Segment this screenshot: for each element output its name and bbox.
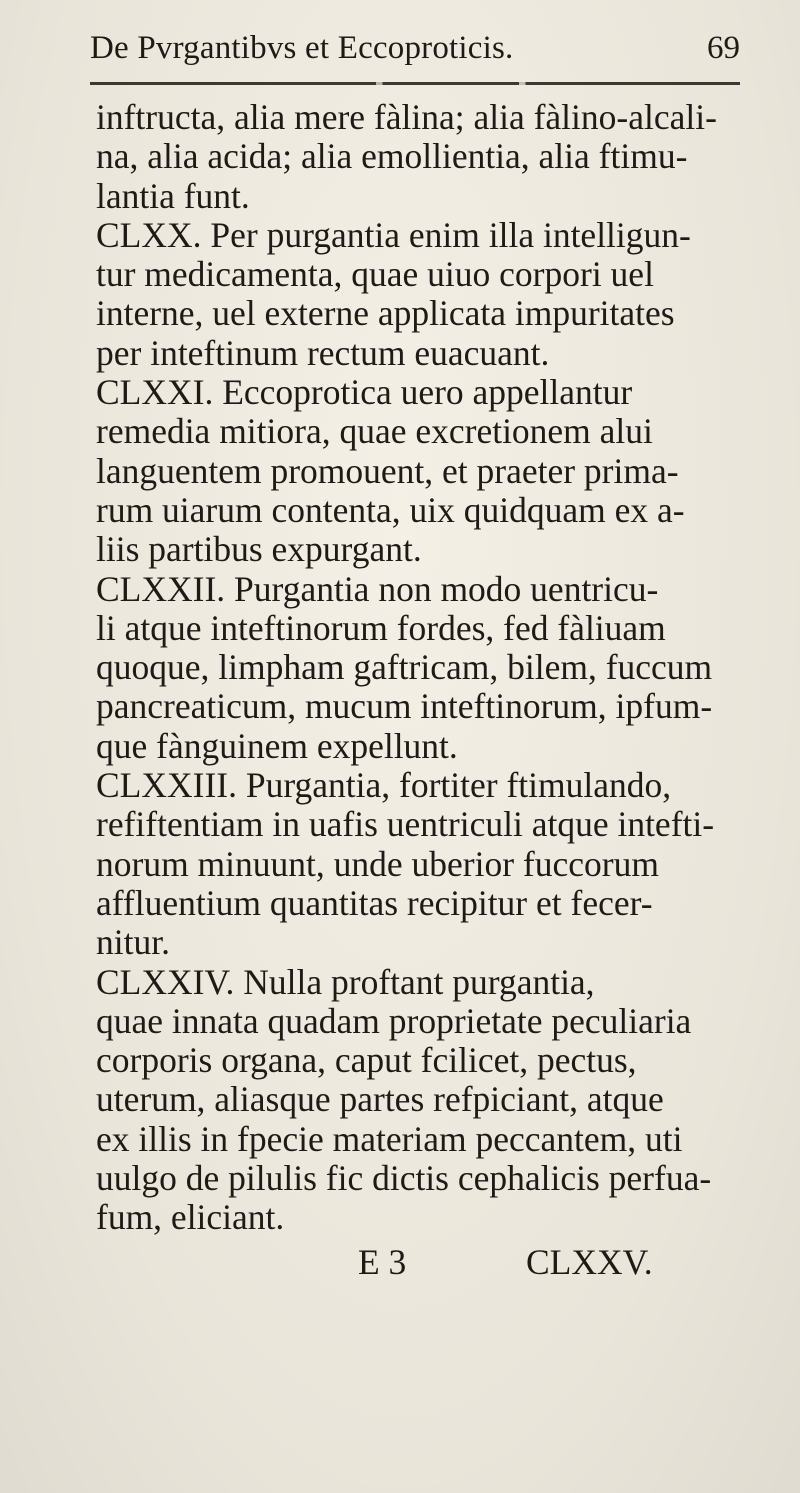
page-number: 69 bbox=[707, 30, 740, 66]
section-start-clxxii: CLXXII. Purgantia non modo uentricu- bbox=[96, 568, 659, 609]
section-start-clxxiv: CLXXIV. Nulla proftant purgantia, bbox=[96, 961, 595, 1002]
text-line: ex illis in fpecie materiam peccantem, uti bbox=[96, 1118, 683, 1159]
section-start-clxx: CLXX. Per purgantia enim illa intelligun- bbox=[96, 214, 691, 255]
body-text bbox=[96, 98, 742, 1458]
text-line: li atque inteftinorum fordes, fed fàliuam bbox=[96, 607, 666, 648]
text-line: quae innata quadam proprietate peculiaria bbox=[96, 1000, 692, 1041]
page-header bbox=[90, 28, 740, 78]
text-line: refiftentiam in uafis uentriculi atque intefti- bbox=[96, 804, 715, 845]
text-line: inftructa, alia mere fàlina; alia fàlino-alcali- bbox=[96, 97, 717, 137]
text-line: fum, eliciant. bbox=[96, 1197, 285, 1238]
text-line: interne, uel externe applicata impuritates bbox=[96, 293, 675, 334]
text-line: pancreaticum, mucum inteftinorum, ipfum- bbox=[96, 686, 713, 727]
text-line: nitur. bbox=[96, 922, 170, 963]
section-start-clxxi: CLXXI. Eccoprotica uero appellantur bbox=[96, 372, 633, 413]
text-line: corporis organa, caput fcilicet, pectus, bbox=[96, 1040, 637, 1081]
text-line: lantia funt. bbox=[96, 175, 250, 216]
text-line: remedia mitiora, quae excretionem alui bbox=[96, 411, 653, 452]
text-line: que fànguinem expellunt. bbox=[96, 725, 458, 766]
signature-mark: E 3 bbox=[358, 1241, 407, 1282]
section-start-clxxiii: CLXXIII. Purgantia, fortiter ftimulando, bbox=[96, 765, 672, 806]
page-footer-line bbox=[96, 1243, 742, 1282]
text-line: uulgo de pilulis fic dictis cephalicis perfua- bbox=[96, 1158, 712, 1199]
text-line: tur medicamenta, quae uiuo corpori uel bbox=[96, 254, 654, 295]
text-line: liis partibus expurgant. bbox=[96, 529, 422, 570]
text-line: uterum, aliasque partes refpiciant, atque bbox=[96, 1079, 664, 1120]
text-line: per inteftinum rectum euacuant. bbox=[96, 332, 550, 373]
catchword: CLXXV. bbox=[526, 1241, 653, 1282]
text-line: na, alia acida; alia emollientia, alia ftimu- bbox=[96, 136, 688, 177]
text-line: quoque, limpham gaftricam, bilem, fuccum bbox=[96, 647, 713, 688]
header-rule bbox=[90, 82, 740, 85]
text-line: rum uiarum contenta, uix quidquam ex a- bbox=[96, 489, 685, 530]
text-line: norum minuunt, unde uberior fuccorum bbox=[96, 843, 659, 884]
running-head: De Pvrgantibvs et Eccoproticis. bbox=[90, 30, 514, 66]
text-line: affluentium quantitas recipitur et fecer- bbox=[96, 882, 653, 923]
text-line: languentem promouent, et praeter prima- bbox=[96, 450, 679, 491]
